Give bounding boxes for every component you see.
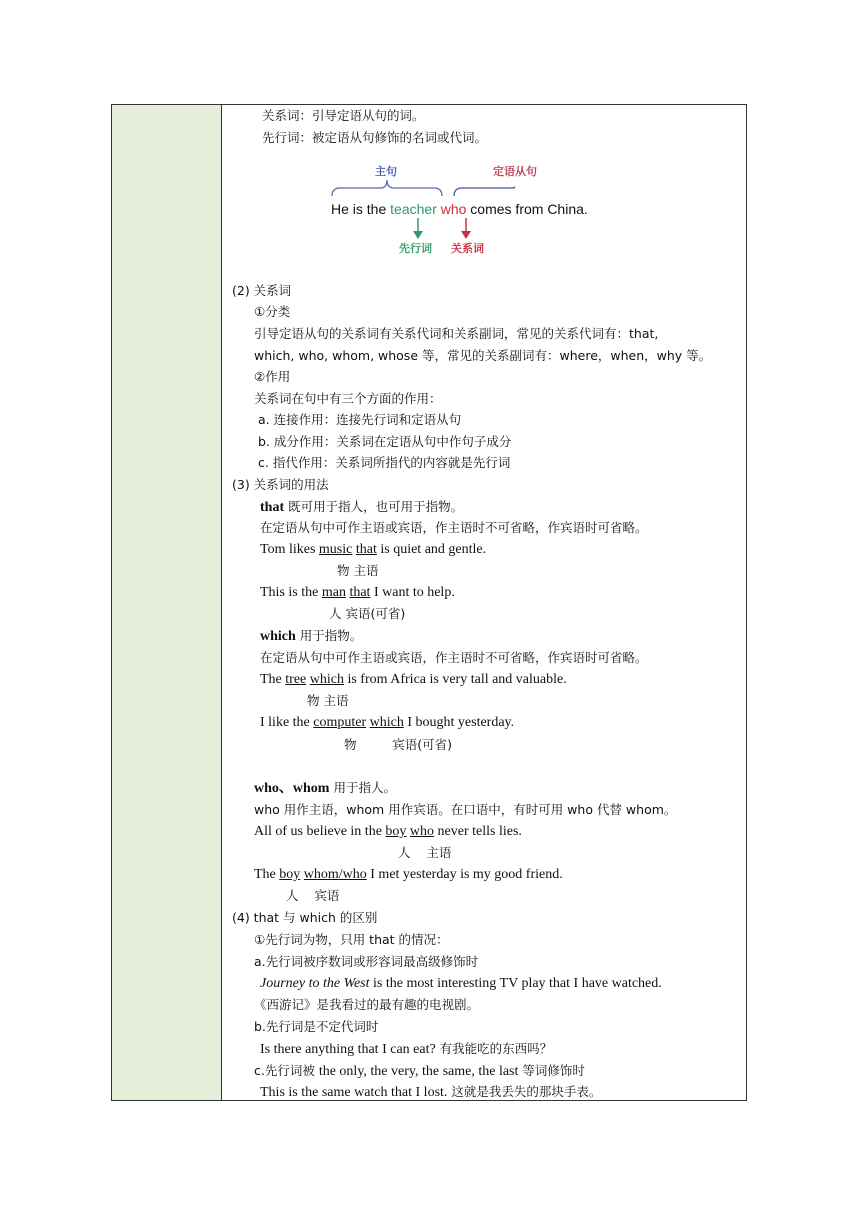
example-5-relative: who xyxy=(409,824,435,839)
example-4: I like the computer which I bought yesterday. xyxy=(260,715,515,730)
example-2-antecedent: man xyxy=(321,585,346,600)
s4-item-c: c.先行词被 the only, the very, the same, the last 等词修饰时 xyxy=(254,1063,585,1079)
example-2-relative: that xyxy=(349,585,371,600)
s2-item-c: c. 指代作用：关系词所指代的内容就是先行词 xyxy=(258,455,511,470)
s3-that-rule: 在定语从句中可作主语或宾语，作主语时不可省略，作宾语时可省略。 xyxy=(260,520,648,535)
diagram-sentence xyxy=(331,199,588,219)
example-2: This is the man that I want to help. xyxy=(260,585,455,600)
example-6: The boy whom/who I met yesterday is my good friend. xyxy=(254,867,563,882)
s2-p1-line1: 引导定语从句的关系词有关系代词和关系副词，常见的关系代词有：that, xyxy=(254,326,659,341)
example-5: All of us believe in the boy who never tells lies. xyxy=(254,824,522,839)
example-1-relative: that xyxy=(355,542,377,557)
example-3: The tree which is from Africa is very tall and valuable. xyxy=(260,672,567,687)
which-word: which xyxy=(260,629,296,644)
that-desc: 既可用于指人，也可用于指物。 xyxy=(284,499,464,514)
s2-heading: (2) 关系词 xyxy=(232,283,292,298)
s4-item-a-translation: 《西游记》是我看过的最有趣的电视剧。 xyxy=(254,997,480,1012)
sentence-rest: comes from China. xyxy=(466,201,588,217)
who-desc: 用于指人。 xyxy=(329,780,396,795)
s4-heading: (4) that 与 which 的区别 xyxy=(232,910,378,925)
example-1-antecedent: music xyxy=(318,542,353,557)
sentence-diagram xyxy=(215,160,588,260)
s2-sub2: ②作用 xyxy=(254,369,291,384)
s4-item-a-example: Journey to the West is the most interesting TV play that I have watched. xyxy=(260,976,662,991)
example-4-antecedent: computer xyxy=(313,715,367,730)
example-5-antecedent: boy xyxy=(385,824,407,839)
book-title: Journey to the West xyxy=(260,976,370,991)
which-desc: 用于指物。 xyxy=(295,628,363,643)
example-3-relative: which xyxy=(309,672,344,687)
label-attributive-clause: 定语从句 xyxy=(493,166,537,178)
s2-p1-line2: which, who, whom, whose 等，常见的关系副词有：where，when，why 等。 xyxy=(254,348,712,363)
s3-that-line xyxy=(260,497,463,518)
example-6-antecedent: boy xyxy=(279,867,301,882)
s3-which-line xyxy=(260,626,362,647)
s3-heading: (3) 关系词的用法 xyxy=(232,477,329,492)
s4-item-a: a.先行词被序数词或形容词最高级修饰时 xyxy=(254,954,479,969)
s4-item-c-example: This is the same watch that I lost. 这就是我丢失的那块手表。 xyxy=(260,1084,602,1100)
s3-who-line xyxy=(254,778,396,799)
example-6-relative: whom/who xyxy=(303,867,367,882)
example-4-relative: which xyxy=(369,715,404,730)
s2-item-b: b. 成分作用：关系词在定语从句中作句子成分 xyxy=(258,434,512,449)
intro-line-2: 先行词：被定语从句修饰的名词或代词。 xyxy=(262,130,488,145)
s4-item-b-example: Is there anything that I can eat? 有我能吃的东西吗？ xyxy=(260,1041,553,1057)
example-1: Tom likes music that is quiet and gentle. xyxy=(260,542,487,557)
s2-p2: 关系词在句中有三个方面的作用： xyxy=(254,391,442,406)
label-antecedent: 先行词 xyxy=(399,243,432,255)
s2-item-a: a. 连接作用：连接先行词和定语从句 xyxy=(258,412,462,427)
example-3-antecedent: tree xyxy=(285,672,307,687)
s4-sub1: ①先行词为物，只用 that 的情况： xyxy=(254,932,449,947)
intro-line-1: 关系词：引导定语从句的词。 xyxy=(262,108,425,123)
example-2-note: 人 宾语(可省) xyxy=(329,606,406,621)
sentence-part1: He is the xyxy=(331,201,391,217)
left-column xyxy=(112,105,222,1100)
s4-item-b: b.先行词是不定代词时 xyxy=(254,1019,379,1034)
who-whom-word: who、whom xyxy=(254,781,330,796)
example-6-note: 人 宾语 xyxy=(286,888,340,903)
example-5-note: 人 主语 xyxy=(398,845,452,860)
example-1-note: 物 主语 xyxy=(337,563,379,578)
example-4-note: 物 宾语(可省) xyxy=(344,737,453,752)
sentence-teacher: teacher xyxy=(390,201,437,217)
that-word: that xyxy=(260,500,285,515)
s2-sub1: ①分类 xyxy=(254,304,291,319)
s3-who-rule: who 用作主语，whom 用作宾语。在口语中，有时可用 who 代替 whom。 xyxy=(254,802,677,817)
label-main-clause: 主句 xyxy=(375,166,397,178)
sentence-who: who xyxy=(440,201,467,217)
label-relative-word: 关系词 xyxy=(451,243,484,255)
example-3-note: 物 主语 xyxy=(307,693,349,708)
s3-which-rule: 在定语从句中可作主语或宾语，作主语时不可省略，作宾语时可省略。 xyxy=(260,650,648,665)
